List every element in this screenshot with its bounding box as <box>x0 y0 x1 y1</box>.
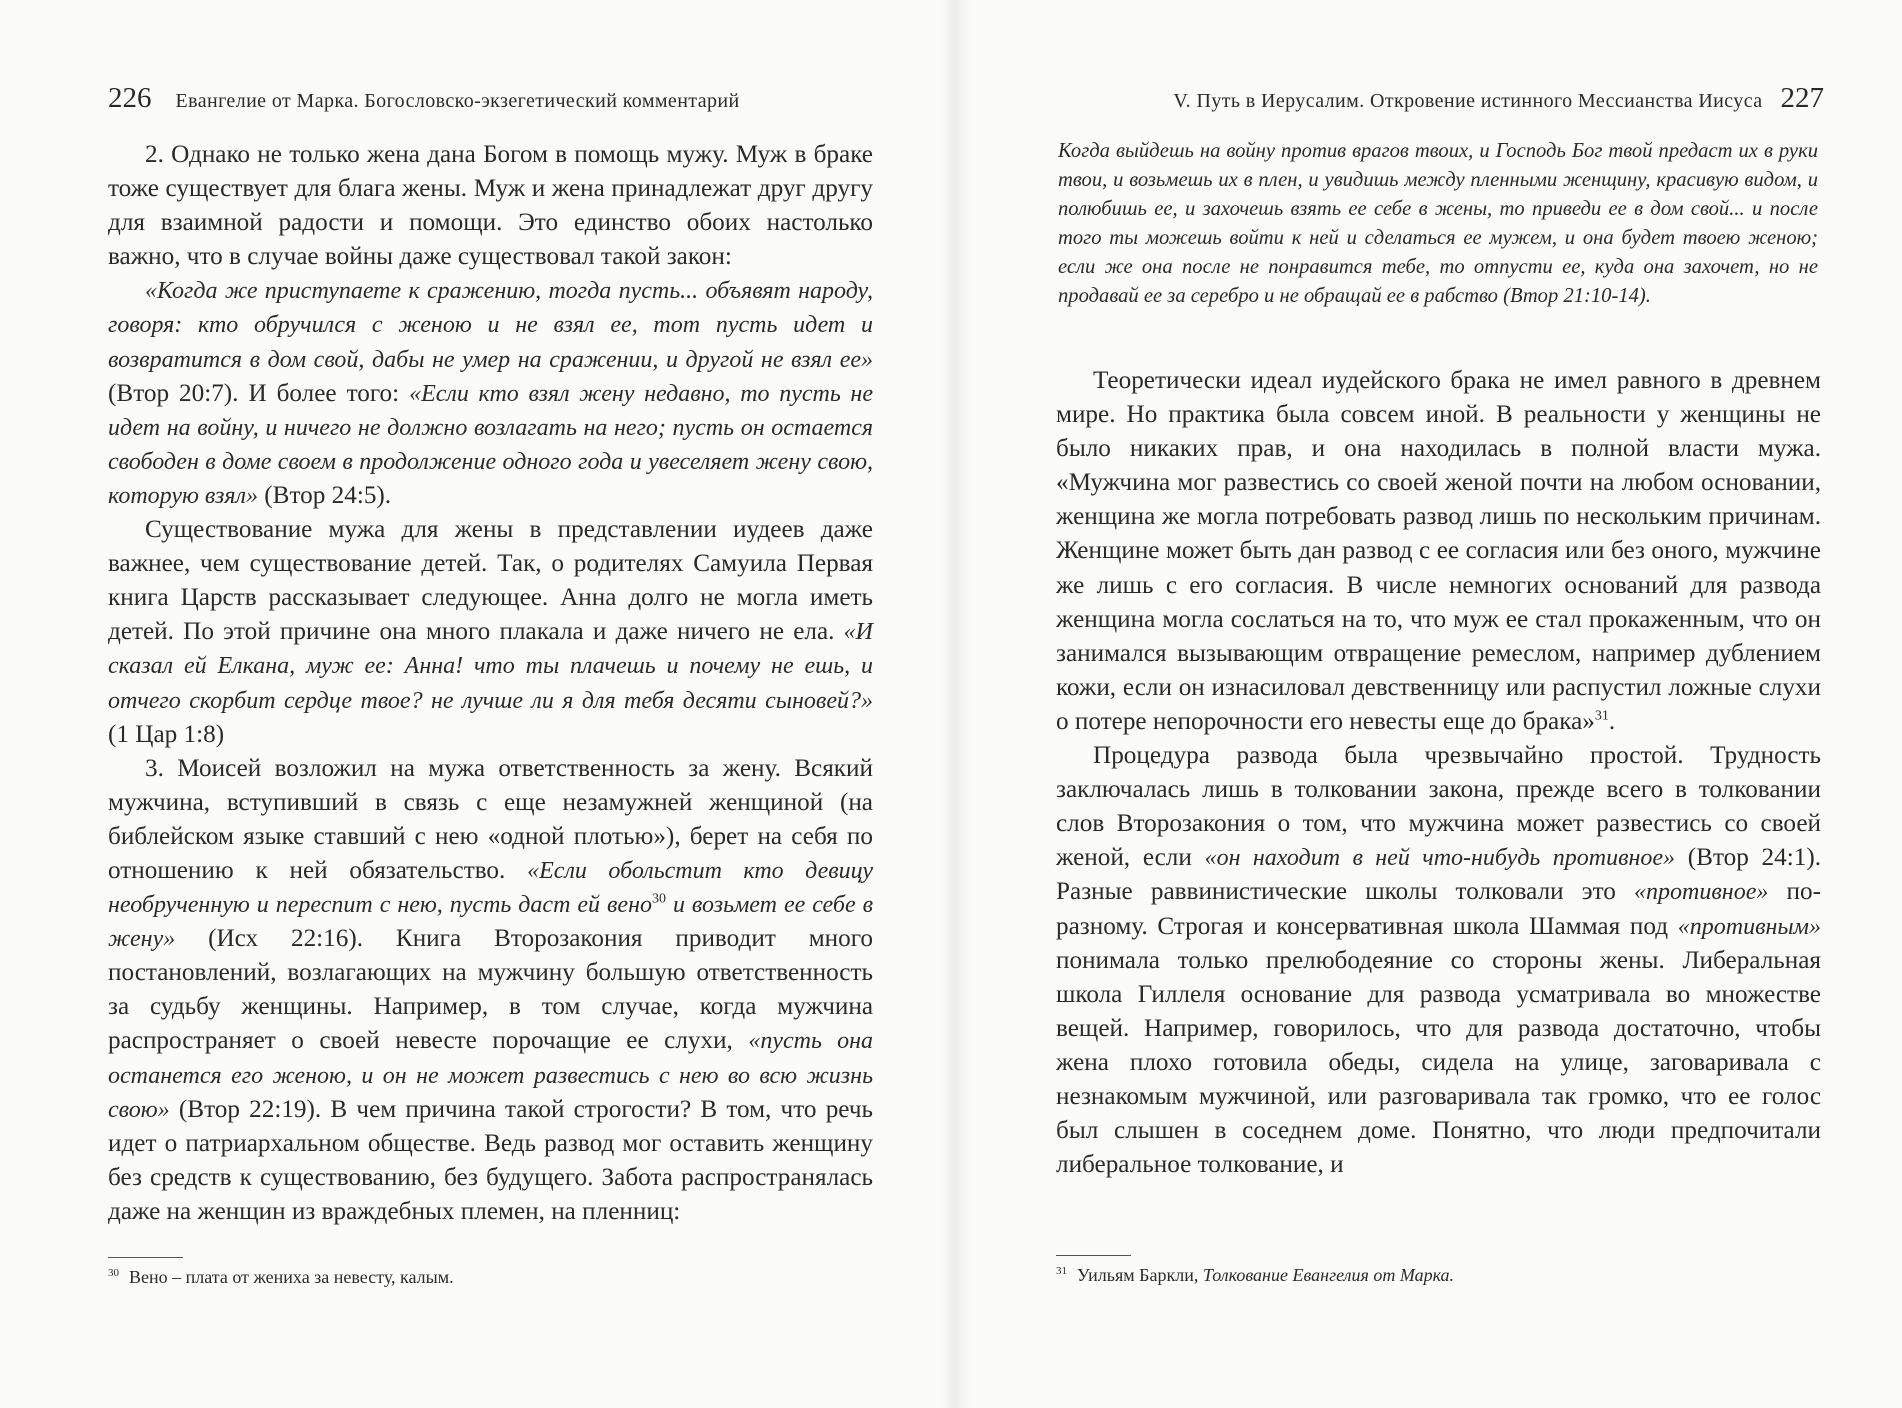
footnote-author: Уильям Баркли, <box>1077 1265 1203 1285</box>
paragraph <box>1056 739 1821 1182</box>
right-page <box>951 0 1902 1408</box>
text-run: понимала только прелюбодеяние со стороны жены. Либеральная школа Гиллеля основание для развода усматривала во множестве вещей. Например, говорилось, что для развода достаточно, чтобы жена плохо готовила обеды, сидела на улице, заговаривала с незнакомым мужчиной, или разговаривала так громко, что ее голос был слышен в соседнем доме. Понятно, что люди предпочитали либеральное толкование, и <box>1056 946 1821 1179</box>
text-run: (Исх 22:16). Книга Второзакония приводит много постановлений, возлагающих на мужчину большую ответственность за судьбу женщины. Например, в том случае, когда мужчина распространяет о своей невесте порочащие ее слухи, <box>108 925 873 1055</box>
footnote <box>108 1267 454 1288</box>
text-run: по-разному. Строгая и консервативная школа Шаммая под <box>1056 878 1821 940</box>
block-quote-reference: (Втор 21:10-14). <box>1503 285 1651 307</box>
bible-quote: «И сказал ей Елкана, муж ее: Анна! что ты плачешь и почему не ешь, и отчего скорбит сердце твое? не лучше ли я для тебя десяти сыновей?» <box>108 619 873 714</box>
bible-quote: «Когда же приступаете к сражению, тогда пусть... объявят народу, говоря: кто обручился с женою и не взял ее, тот пусть идет и возвратится в дом свой, дабы не умер на сражении, и другой не взял ее» <box>108 278 873 373</box>
page-number: 227 <box>1780 82 1824 114</box>
bible-quote: «Если кто взял жену недавно, то пусть не идет на войну, и ничего не должно возлагать на него; пусть он остается свободен в доме своем в продолжение одного года и увеселяет жену свою, которую взял» <box>108 380 873 509</box>
bible-quote: «он находит в ней что-нибудь противное» <box>1204 845 1676 872</box>
block-quote <box>1058 137 1818 311</box>
paragraph: Теоретически идеал иудейского брака не имел равного в древнем мире. Но практика была совсем иной. В реальности у женщины не было никаких прав, и она находилась в полной власти мужа. «Мужчина мог развестись со своей женой почти на любом основании, женщина же могла потребовать развод лишь по нескольким причинам. Женщине может быть дан развод с ее согласия или без оного, мужчине же лишь с его согласия. В числе немногих оснований для развода женщина могла сослаться на то, что муж ее стал прокаженным, что он занимался вызывающим отвращение ремеслом, например дублением кожи, если он изнасиловал девственницу или распустил ложные слухи о потере непорочности его невесты еще до брака»$^{31}$. <box>1056 367 1821 735</box>
quoted-term: «противное» <box>1634 879 1769 906</box>
text-run: Существование мужа для жены в представлении иудеев даже важнее, чем существование детей. Так, о родителях Самуила Первая книга Царств рассказывает следующее. Анна долго не могла иметь детей. По этой причине она много плакала и даже ничего не ела. <box>108 516 873 646</box>
running-head: Евангелие от Марка. Богословско-экзегетический комментарий <box>175 90 740 112</box>
text-run: Теоретически идеал иудейского брака не имел равного в древнем мире. Но практика была совсем иной. В реальности у женщины не было никаких прав, и она находилась в полной власти мужа. «Мужчина мог развестись со своей женой почти на любом основании, женщина же могла потребовать развод лишь по нескольким причинам. Женщине может быть дан развод с ее согласия или без оного, мужчине же лишь с его согласия. В числе немногих оснований для развода женщина могла сослаться на то, что муж ее стал прокаженным, что он занимался вызывающим отвращение ремеслом, например дублением кожи, если он изнасиловал девственницу или распустил ложные слухи о потере непорочности его невесты еще до брака» <box>1056 367 1821 735</box>
footnote-mark: 30 <box>108 1267 119 1279</box>
text-run: (1 Цар 1:8) <box>108 720 225 748</box>
paragraph <box>108 274 873 513</box>
footnote-mark: 31 <box>1056 1265 1067 1277</box>
right-body-text <box>1056 364 1821 1182</box>
left-page-header <box>108 82 740 122</box>
right-page-header <box>1173 82 1824 122</box>
footnote-divider <box>108 1257 183 1258</box>
page-number: 226 <box>108 82 152 114</box>
footnote-ref[interactable]: 31 <box>1594 708 1609 724</box>
text-run: (Втор 24:1). Разные раввинистические школы толковали это <box>1056 844 1822 906</box>
bible-quote: и возьмет ее себе в жену» <box>108 892 873 953</box>
footnote <box>1056 1265 1454 1286</box>
text-run: 3. Моисей возложил на мужа ответственность за жену. Всякий мужчина, вступивший в связь с еще незамужней женщиной (на библейском языке ставший с нею «одной плотью»), берет на себя по отношению к ней обязательство. <box>108 754 873 884</box>
footnote-text: Вено – плата от жениха за невесту, калым. <box>129 1267 454 1287</box>
text-run: (Втор 20:7). И более того: <box>108 379 410 407</box>
paragraph <box>108 752 873 1229</box>
quoted-term: «противным» <box>1677 913 1821 940</box>
block-quote-text: Когда выйдешь на войну против врагов твоих, и Господь Бог твой предаст их в руки твои, и возьмешь их в плен, и увидишь между пленными женщину, красивую видом, и полюбишь ее, и захочешь взять ее себе в жены, то приведи ее в дом свой... и после того ты можешь войти к ней и сделаться ее мужем, и она будет твоею женою; если же она после не понравится тебе, то отпусти ее, куда она захочет, но не продавай ее за серебро и не обращай ее в рабство <box>1058 140 1818 307</box>
paragraph <box>108 513 873 752</box>
footnote-ref[interactable]: 30 <box>651 891 666 907</box>
paragraph: 2. Однако не только жена дана Богом в помощь мужу. Муж в браке тоже существует для блага жены. Муж и жена принадлежат друг другу для взаимной радости и помощи. Это единство обоих настолько важно, что в случае войны даже существовал такой закон: <box>108 141 873 271</box>
text-run: Процедура развода была чрезвычайно простой. Трудность заключалась лишь в толковании закона, прежде всего в толковании слов Второзакония о том, что мужчина может развестись со своей женой, если <box>1056 742 1821 872</box>
bible-quote: «Если обольстит кто девицу необрученную и переспит с нею, пусть даст ей вено <box>108 857 874 919</box>
text-run: (Втор 22:19). В чем причина такой строгости? В том, что речь идет о патриархальном обществе. Ведь развод мог оставить женщину без средств к существованию, без будущего. Забота распространялась даже на женщин из враждебных племен, на пленниц: <box>108 1095 873 1225</box>
footnote-divider <box>1056 1255 1131 1256</box>
running-head: V. Путь в Иерусалим. Откровение истинного Мессианства Иисуса <box>1173 90 1763 112</box>
bible-quote: «пусть она останется его женою, и он не может развестись с нею во всю жизнь свою» <box>108 1028 873 1123</box>
left-body-text <box>108 138 873 1229</box>
footnote-title: Толкование Евангелия от Марка. <box>1202 1265 1455 1285</box>
text-run: (Втор 24:5). <box>258 481 392 509</box>
